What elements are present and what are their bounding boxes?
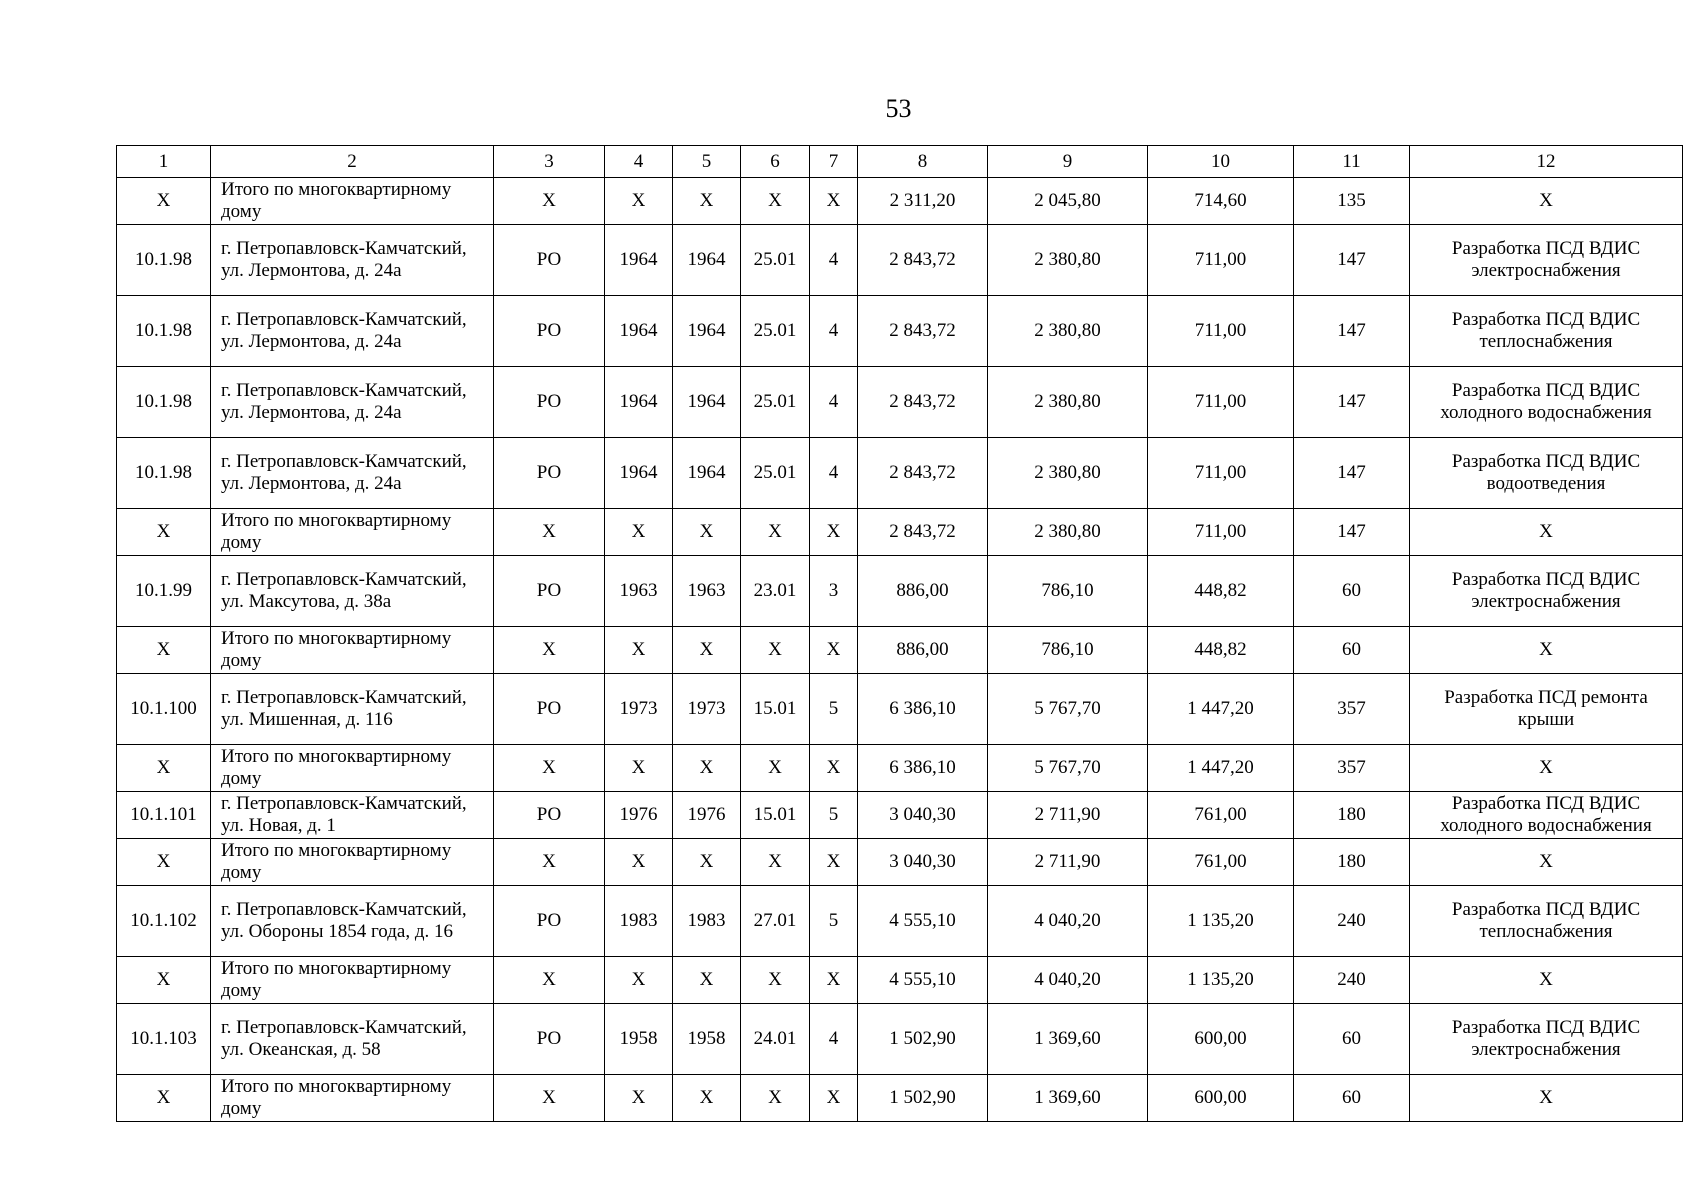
floors-cell: 3 (810, 556, 858, 627)
total-area-cell: 2 311,20 (858, 178, 988, 225)
work-type-cell: Разработка ПСД ВДИС водоотведения (1410, 438, 1683, 509)
cost-cell: 1 135,20 (1148, 957, 1294, 1004)
type-cell: Х (494, 839, 605, 886)
floors-cell: 5 (810, 792, 858, 839)
code-cell: 25.01 (741, 296, 810, 367)
total-area-cell: 2 843,72 (858, 438, 988, 509)
type-cell: РО (494, 886, 605, 957)
cost-cell: 711,00 (1148, 509, 1294, 556)
code-cell: 24.01 (741, 1004, 810, 1075)
code-cell: 15.01 (741, 674, 810, 745)
commission-year-cell: Х (673, 509, 741, 556)
table-row (117, 674, 1683, 745)
address-cell: г. Петропавловск-Камчатский, ул. Обороны 1854 года, д. 16 (211, 886, 494, 957)
residents-cell: 147 (1294, 225, 1410, 296)
code-cell: 25.01 (741, 367, 810, 438)
type-cell: Х (494, 957, 605, 1004)
commission-year-cell: 1973 (673, 674, 741, 745)
row-number-cell: 10.1.100 (117, 674, 211, 745)
table-row (117, 627, 1683, 674)
residential-area-cell: 1 369,60 (988, 1075, 1148, 1122)
work-type-cell: Х (1410, 509, 1683, 556)
table-row (117, 509, 1683, 556)
residents-cell: 240 (1294, 957, 1410, 1004)
build-year-cell: 1964 (605, 367, 673, 438)
cost-cell: 761,00 (1148, 792, 1294, 839)
residents-cell: 180 (1294, 839, 1410, 886)
floors-cell: Х (810, 957, 858, 1004)
row-number-cell: Х (117, 509, 211, 556)
address-cell: г. Петропавловск-Камчатский, ул. Максутова, д. 38а (211, 556, 494, 627)
total-area-cell: 2 843,72 (858, 225, 988, 296)
build-year-cell: Х (605, 745, 673, 792)
row-number-cell: 10.1.98 (117, 225, 211, 296)
code-cell: Х (741, 509, 810, 556)
address-cell: Итого по многоквартирному дому (211, 1075, 494, 1122)
code-cell: 27.01 (741, 886, 810, 957)
build-year-cell: 1976 (605, 792, 673, 839)
residents-cell: 147 (1294, 438, 1410, 509)
residential-area-cell: 4 040,20 (988, 957, 1148, 1004)
work-type-cell: Х (1410, 178, 1683, 225)
commission-year-cell: Х (673, 839, 741, 886)
residential-area-cell: 2 380,80 (988, 296, 1148, 367)
residential-area-cell: 2 380,80 (988, 367, 1148, 438)
address-cell: Итого по многоквартирному дому (211, 178, 494, 225)
work-type-cell: Разработка ПСД ВДИС холодного водоснабжения (1410, 367, 1683, 438)
column-header: 1 (117, 146, 211, 178)
residential-area-cell: 786,10 (988, 556, 1148, 627)
build-year-cell: Х (605, 509, 673, 556)
table-body (117, 178, 1683, 1122)
table-row (117, 1075, 1683, 1122)
address-cell: г. Петропавловск-Камчатский, ул. Лермонтова, д. 24а (211, 296, 494, 367)
residential-area-cell: 2 045,80 (988, 178, 1148, 225)
row-number-cell: 10.1.98 (117, 367, 211, 438)
address-cell: г. Петропавловск-Камчатский, ул. Лермонтова, д. 24а (211, 225, 494, 296)
total-area-cell: 4 555,10 (858, 957, 988, 1004)
cost-cell: 1 447,20 (1148, 745, 1294, 792)
residential-area-cell: 786,10 (988, 627, 1148, 674)
address-cell: Итого по многоквартирному дому (211, 627, 494, 674)
cost-cell: 714,60 (1148, 178, 1294, 225)
row-number-cell: 10.1.103 (117, 1004, 211, 1075)
build-year-cell: 1973 (605, 674, 673, 745)
row-number-cell: 10.1.98 (117, 438, 211, 509)
floors-cell: Х (810, 509, 858, 556)
cost-cell: 1 135,20 (1148, 886, 1294, 957)
commission-year-cell: Х (673, 178, 741, 225)
works-table (116, 145, 1683, 1122)
table-row (117, 296, 1683, 367)
commission-year-cell: 1964 (673, 225, 741, 296)
build-year-cell: 1958 (605, 1004, 673, 1075)
row-number-cell: Х (117, 178, 211, 225)
commission-year-cell: Х (673, 627, 741, 674)
address-cell: г. Петропавловск-Камчатский, ул. Океанская, д. 58 (211, 1004, 494, 1075)
floors-cell: Х (810, 839, 858, 886)
commission-year-cell: 1964 (673, 296, 741, 367)
column-header: 8 (858, 146, 988, 178)
total-area-cell: 1 502,90 (858, 1004, 988, 1075)
work-type-cell: Х (1410, 745, 1683, 792)
type-cell: Х (494, 745, 605, 792)
table-row (117, 1004, 1683, 1075)
floors-cell: 4 (810, 296, 858, 367)
commission-year-cell: 1983 (673, 886, 741, 957)
address-cell: Итого по многоквартирному дому (211, 957, 494, 1004)
address-cell: Итого по многоквартирному дому (211, 839, 494, 886)
residential-area-cell: 1 369,60 (988, 1004, 1148, 1075)
residential-area-cell: 4 040,20 (988, 886, 1148, 957)
floors-cell: Х (810, 627, 858, 674)
commission-year-cell: Х (673, 745, 741, 792)
type-cell: РО (494, 438, 605, 509)
header-row (117, 146, 1683, 178)
work-type-cell: Х (1410, 627, 1683, 674)
column-header: 5 (673, 146, 741, 178)
cost-cell: 711,00 (1148, 438, 1294, 509)
floors-cell: 4 (810, 367, 858, 438)
build-year-cell: 1964 (605, 296, 673, 367)
type-cell: Х (494, 1075, 605, 1122)
residential-area-cell: 5 767,70 (988, 745, 1148, 792)
floors-cell: 4 (810, 225, 858, 296)
residential-area-cell: 2 711,90 (988, 792, 1148, 839)
build-year-cell: 1964 (605, 438, 673, 509)
total-area-cell: 886,00 (858, 627, 988, 674)
residents-cell: 60 (1294, 1004, 1410, 1075)
floors-cell: Х (810, 178, 858, 225)
table-row (117, 792, 1683, 839)
cost-cell: 711,00 (1148, 296, 1294, 367)
residents-cell: 240 (1294, 886, 1410, 957)
build-year-cell: 1983 (605, 886, 673, 957)
code-cell: Х (741, 745, 810, 792)
residents-cell: 180 (1294, 792, 1410, 839)
build-year-cell: Х (605, 957, 673, 1004)
row-number-cell: Х (117, 957, 211, 1004)
build-year-cell: 1963 (605, 556, 673, 627)
total-area-cell: 3 040,30 (858, 839, 988, 886)
work-type-cell: Х (1410, 957, 1683, 1004)
commission-year-cell: 1976 (673, 792, 741, 839)
table-row (117, 839, 1683, 886)
column-header: 2 (211, 146, 494, 178)
row-number-cell: 10.1.101 (117, 792, 211, 839)
total-area-cell: 6 386,10 (858, 674, 988, 745)
type-cell: Х (494, 509, 605, 556)
total-area-cell: 2 843,72 (858, 296, 988, 367)
residential-area-cell: 2 380,80 (988, 438, 1148, 509)
type-cell: Х (494, 627, 605, 674)
build-year-cell: Х (605, 627, 673, 674)
code-cell: 25.01 (741, 438, 810, 509)
residential-area-cell: 2 380,80 (988, 509, 1148, 556)
cost-cell: 600,00 (1148, 1004, 1294, 1075)
column-header: 4 (605, 146, 673, 178)
total-area-cell: 1 502,90 (858, 1075, 988, 1122)
build-year-cell: 1964 (605, 225, 673, 296)
code-cell: Х (741, 839, 810, 886)
table-row (117, 225, 1683, 296)
column-header: 7 (810, 146, 858, 178)
floors-cell: 5 (810, 886, 858, 957)
column-header: 9 (988, 146, 1148, 178)
total-area-cell: 2 843,72 (858, 367, 988, 438)
build-year-cell: Х (605, 839, 673, 886)
type-cell: Х (494, 178, 605, 225)
total-area-cell: 3 040,30 (858, 792, 988, 839)
commission-year-cell: 1964 (673, 438, 741, 509)
code-cell: Х (741, 627, 810, 674)
total-area-cell: 886,00 (858, 556, 988, 627)
residents-cell: 60 (1294, 556, 1410, 627)
work-type-cell: Разработка ПСД ВДИС теплоснабжения (1410, 886, 1683, 957)
cost-cell: 448,82 (1148, 627, 1294, 674)
type-cell: РО (494, 556, 605, 627)
table-row (117, 438, 1683, 509)
code-cell: 25.01 (741, 225, 810, 296)
column-header: 6 (741, 146, 810, 178)
build-year-cell: Х (605, 1075, 673, 1122)
residents-cell: 147 (1294, 296, 1410, 367)
floors-cell: Х (810, 1075, 858, 1122)
page-number: 53 (885, 94, 912, 123)
build-year-cell: Х (605, 178, 673, 225)
row-number-cell: Х (117, 839, 211, 886)
row-number-cell: Х (117, 1075, 211, 1122)
total-area-cell: 2 843,72 (858, 509, 988, 556)
residents-cell: 135 (1294, 178, 1410, 225)
work-type-cell: Разработка ПСД ВДИС электроснабжения (1410, 556, 1683, 627)
residents-cell: 357 (1294, 674, 1410, 745)
table-row (117, 178, 1683, 225)
residential-area-cell: 2 380,80 (988, 225, 1148, 296)
floors-cell: Х (810, 745, 858, 792)
address-cell: г. Петропавловск-Камчатский, ул. Лермонтова, д. 24а (211, 367, 494, 438)
column-header: 10 (1148, 146, 1294, 178)
row-number-cell: 10.1.98 (117, 296, 211, 367)
commission-year-cell: 1963 (673, 556, 741, 627)
address-cell: г. Петропавловск-Камчатский, ул. Мишенная, д. 116 (211, 674, 494, 745)
type-cell: РО (494, 674, 605, 745)
row-number-cell: 10.1.99 (117, 556, 211, 627)
address-cell: Итого по многоквартирному дому (211, 745, 494, 792)
cost-cell: 711,00 (1148, 225, 1294, 296)
residents-cell: 147 (1294, 509, 1410, 556)
residential-area-cell: 2 711,90 (988, 839, 1148, 886)
total-area-cell: 6 386,10 (858, 745, 988, 792)
work-type-cell: Х (1410, 1075, 1683, 1122)
code-cell: Х (741, 1075, 810, 1122)
residential-area-cell: 5 767,70 (988, 674, 1148, 745)
total-area-cell: 4 555,10 (858, 886, 988, 957)
row-number-cell: Х (117, 745, 211, 792)
residents-cell: 60 (1294, 627, 1410, 674)
code-cell: Х (741, 957, 810, 1004)
work-type-cell: Разработка ПСД ВДИС теплоснабжения (1410, 296, 1683, 367)
residents-cell: 357 (1294, 745, 1410, 792)
table-row (117, 556, 1683, 627)
commission-year-cell: 1964 (673, 367, 741, 438)
type-cell: РО (494, 225, 605, 296)
floors-cell: 5 (810, 674, 858, 745)
cost-cell: 711,00 (1148, 367, 1294, 438)
type-cell: РО (494, 367, 605, 438)
code-cell: Х (741, 178, 810, 225)
work-type-cell: Разработка ПСД ВДИС электроснабжения (1410, 1004, 1683, 1075)
cost-cell: 761,00 (1148, 839, 1294, 886)
row-number-cell: Х (117, 627, 211, 674)
table-row (117, 367, 1683, 438)
address-cell: Итого по многоквартирному дому (211, 509, 494, 556)
work-type-cell: Х (1410, 839, 1683, 886)
residents-cell: 60 (1294, 1075, 1410, 1122)
commission-year-cell: Х (673, 957, 741, 1004)
commission-year-cell: 1958 (673, 1004, 741, 1075)
floors-cell: 4 (810, 438, 858, 509)
table-row (117, 745, 1683, 792)
code-cell: 15.01 (741, 792, 810, 839)
work-type-cell: Разработка ПСД ВДИС электроснабжения (1410, 225, 1683, 296)
work-type-cell: Разработка ПСД ремонта крыши (1410, 674, 1683, 745)
type-cell: РО (494, 792, 605, 839)
residents-cell: 147 (1294, 367, 1410, 438)
type-cell: РО (494, 296, 605, 367)
cost-cell: 1 447,20 (1148, 674, 1294, 745)
cost-cell: 600,00 (1148, 1075, 1294, 1122)
column-header: 3 (494, 146, 605, 178)
row-number-cell: 10.1.102 (117, 886, 211, 957)
address-cell: г. Петропавловск-Камчатский, ул. Лермонтова, д. 24а (211, 438, 494, 509)
cost-cell: 448,82 (1148, 556, 1294, 627)
column-header: 12 (1410, 146, 1683, 178)
type-cell: РО (494, 1004, 605, 1075)
code-cell: 23.01 (741, 556, 810, 627)
work-type-cell: Разработка ПСД ВДИС холодного водоснабжения (1410, 792, 1683, 839)
table-row (117, 886, 1683, 957)
table-row (117, 957, 1683, 1004)
floors-cell: 4 (810, 1004, 858, 1075)
address-cell: г. Петропавловск-Камчатский, ул. Новая, д. 1 (211, 792, 494, 839)
commission-year-cell: Х (673, 1075, 741, 1122)
column-header: 11 (1294, 146, 1410, 178)
